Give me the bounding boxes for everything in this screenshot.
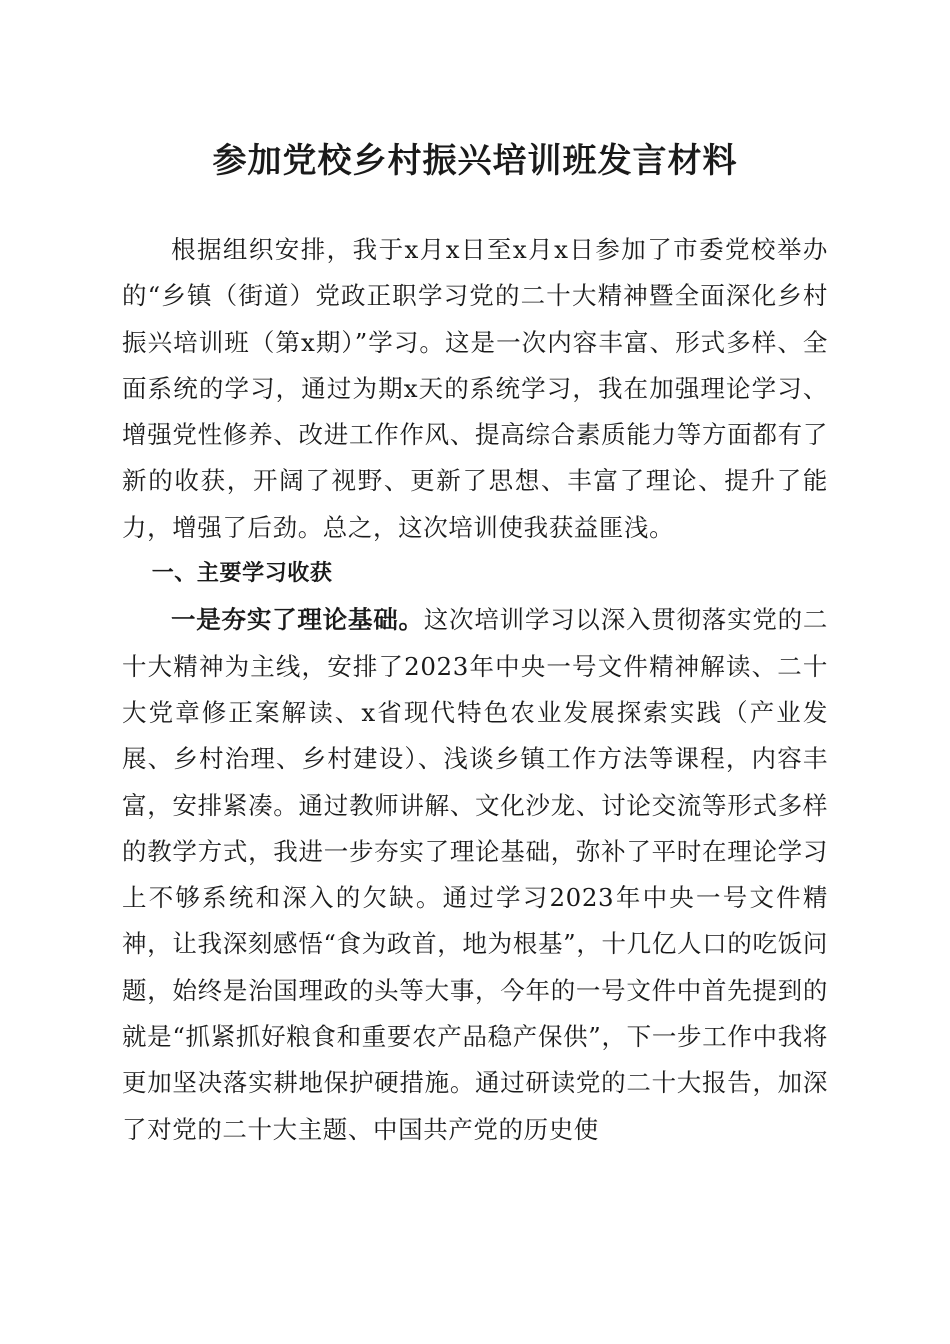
point-one-body: 这次培训学习以深入贯彻落实党的二十大精神为主线，安排了2023年中央一号文件精神解读、二十大党章修正案解读、x省现代特色农业发展探索实践（产业发展、乡村治理、乡村建设）、浅谈乡镇工作方法等课程，内容丰富，安排紧凑。通过教师讲解、文化沙龙、讨论交流等形式多样的教学方式，我进一步夯实了理论基础，弥补了平时在理论学习上不够系统和深入的欠缺。通过学习2023年中央一号文件精神，让我深刻感悟“食为政首，地为根基”，十几亿人口的吃饭问题，始终是治国理政的头等大事，今年的一号文件中首先提到的就是“抓紧抓好粮食和重要农产品稳产保供”，下一步工作中我将更加坚决落实耕地保护硬措施。通过研读党的二十大报告，加深了对党的二十大主题、中国共产党的历史使: [122, 605, 828, 1144]
section-heading: 一、主要学习收获: [151, 561, 333, 587]
point-one-paragraph: [122, 597, 828, 1153]
intro-paragraph: 根据组织安排，我于x月x日至x月x日参加了市委党校举办的“乡镇（街道）党政正职学习党的二十大精神暨全面深化乡村振兴培训班（第x期）”学习。这是一次内容丰富、形式多样、全面系统的学习，通过为期x天的系统学习，我在加强理论学习、增强党性修养、改进工作作风、提高综合素质能力等方面都有了新的收获，开阔了视野、更新了思想、丰富了理论、提升了能力，增强了后劲。总之，这次培训使我获益匪浅。: [122, 235, 828, 542]
document-title: 参加党校乡村振兴培训班发言材料: [212, 141, 738, 181]
point-one-lead: 一是夯实了理论基础。: [171, 605, 424, 635]
document-body: [122, 227, 828, 1153]
